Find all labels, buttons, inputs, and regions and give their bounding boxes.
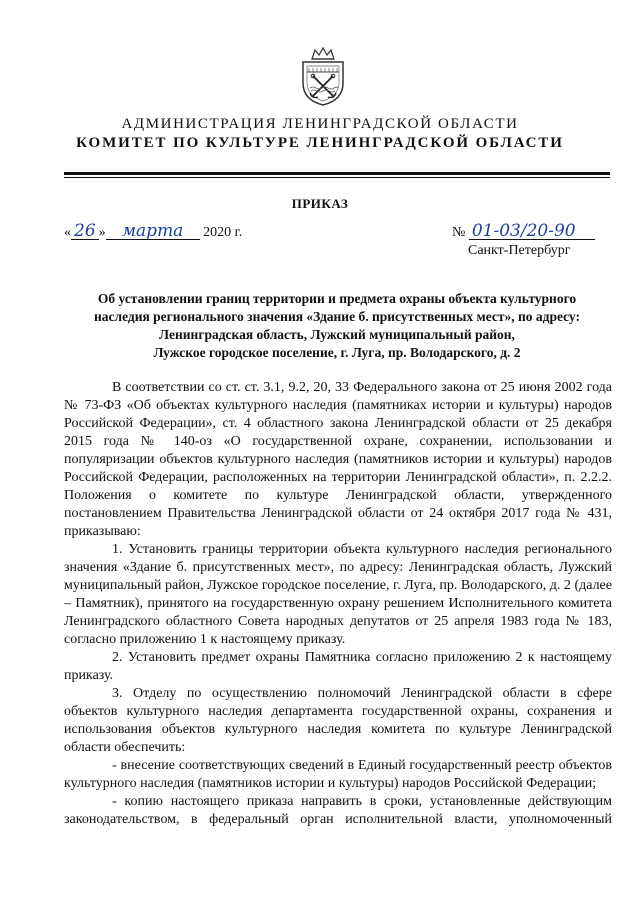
coat-of-arms-emblem [298,45,348,107]
order-item-3: 3. Отделу по осуществлению полномочий Ленинградской области в сфере объектов культурного наследия департамента государственной охраны, сохранения и использования объектов культурного наследия комитета по культуре Ленинградской области обеспечить: [64,686,612,755]
document-date [64,223,242,241]
document-city: Санкт-Петербург [468,243,571,258]
date-day-handwritten: 26 [71,223,99,240]
order-item-3-subitem-registry: - внесение соответствующих сведений в Единый государственный реестр объектов культурного наследия (памятников истории и культуры) народов Российской Федерации; [64,758,612,791]
document-type: ПРИКАЗ [291,196,349,211]
date-open-quote: « [64,225,71,240]
title-line: Ленинградская область, Лужский муниципальный район, [159,327,515,342]
date-year: 2020 г. [203,225,243,240]
order-item-1: 1. Установить границы территории объекта культурного наследия регионального значения «Здание б. присутственных мест», по адресу: Ленинградская область, Лужский муниципальный район, Лужское городское поселение, г. Луга, пр. Володарского, д. 2 (далее – Памятник), принятого на государственную охрану решением Исполнительного комитета Ленинградского областного Совета народных депутатов от 25 апреля 1983 года № 183, согласно приложению 1 к настоящему приказу. [64,542,612,647]
title-line: наследия регионального значения «Здание б. присутственных мест», по адресу: [93,309,580,324]
order-item-3-subitem-copy: - копию настоящего приказа направить в сроки, установленные действующим законодательством, в федеральный орган исполнительной власти, уполномоченный [64,794,612,827]
title-line: Об установлении границ территории и предмета охраны объекта культурного [97,291,577,306]
preamble-paragraph: В соответствии со ст. ст. 3.1, 9.2, 20, 33 Федерального закона от 25 июня 2002 года № 73-ФЗ «Об объектах культурного наследия (памятниках истории и культуры) народов Российской Федерации», ст. 4 областного закона Ленинградской области от 25 декабря 2015 года № 140-оз «О государственной охране, сохранении, использовании и популяризации объектов культурного наследия (памятников истории и культуры) народов Российской Федерации, расположенных на территории Ленинградской области», п. 2.2.2. Положения о комитете по культуре Ленинградской области, утвержденного постановлением Правительства Ленинградской области от 24 октября 2017 года № 431, приказываю: [64,380,612,539]
document-number [452,223,595,241]
header-divider-thin [64,177,610,178]
number-handwritten: 01-03/20-90 [469,223,595,240]
document-title [64,290,610,362]
title-line: Лужское городское поселение, г. Луга, пр. Володарского, д. 2 [153,345,521,360]
document-body [64,379,612,829]
date-close-quote: » [98,225,106,240]
order-item-2: 2. Установить предмет охраны Памятника согласно приложению 2 к настоящему приказу. [64,650,612,683]
header-divider-thick [64,172,610,175]
number-prefix: № [452,225,466,240]
date-month-handwritten: марта [106,223,200,240]
organization-name-committee: КОМИТЕТ ПО КУЛЬТУРЕ ЛЕНИНГРАДСКОЙ ОБЛАСТИ [76,135,564,151]
organization-name-administration: АДМИНИСТРАЦИЯ ЛЕНИНГРАДСКОЙ ОБЛАСТИ [121,116,519,132]
